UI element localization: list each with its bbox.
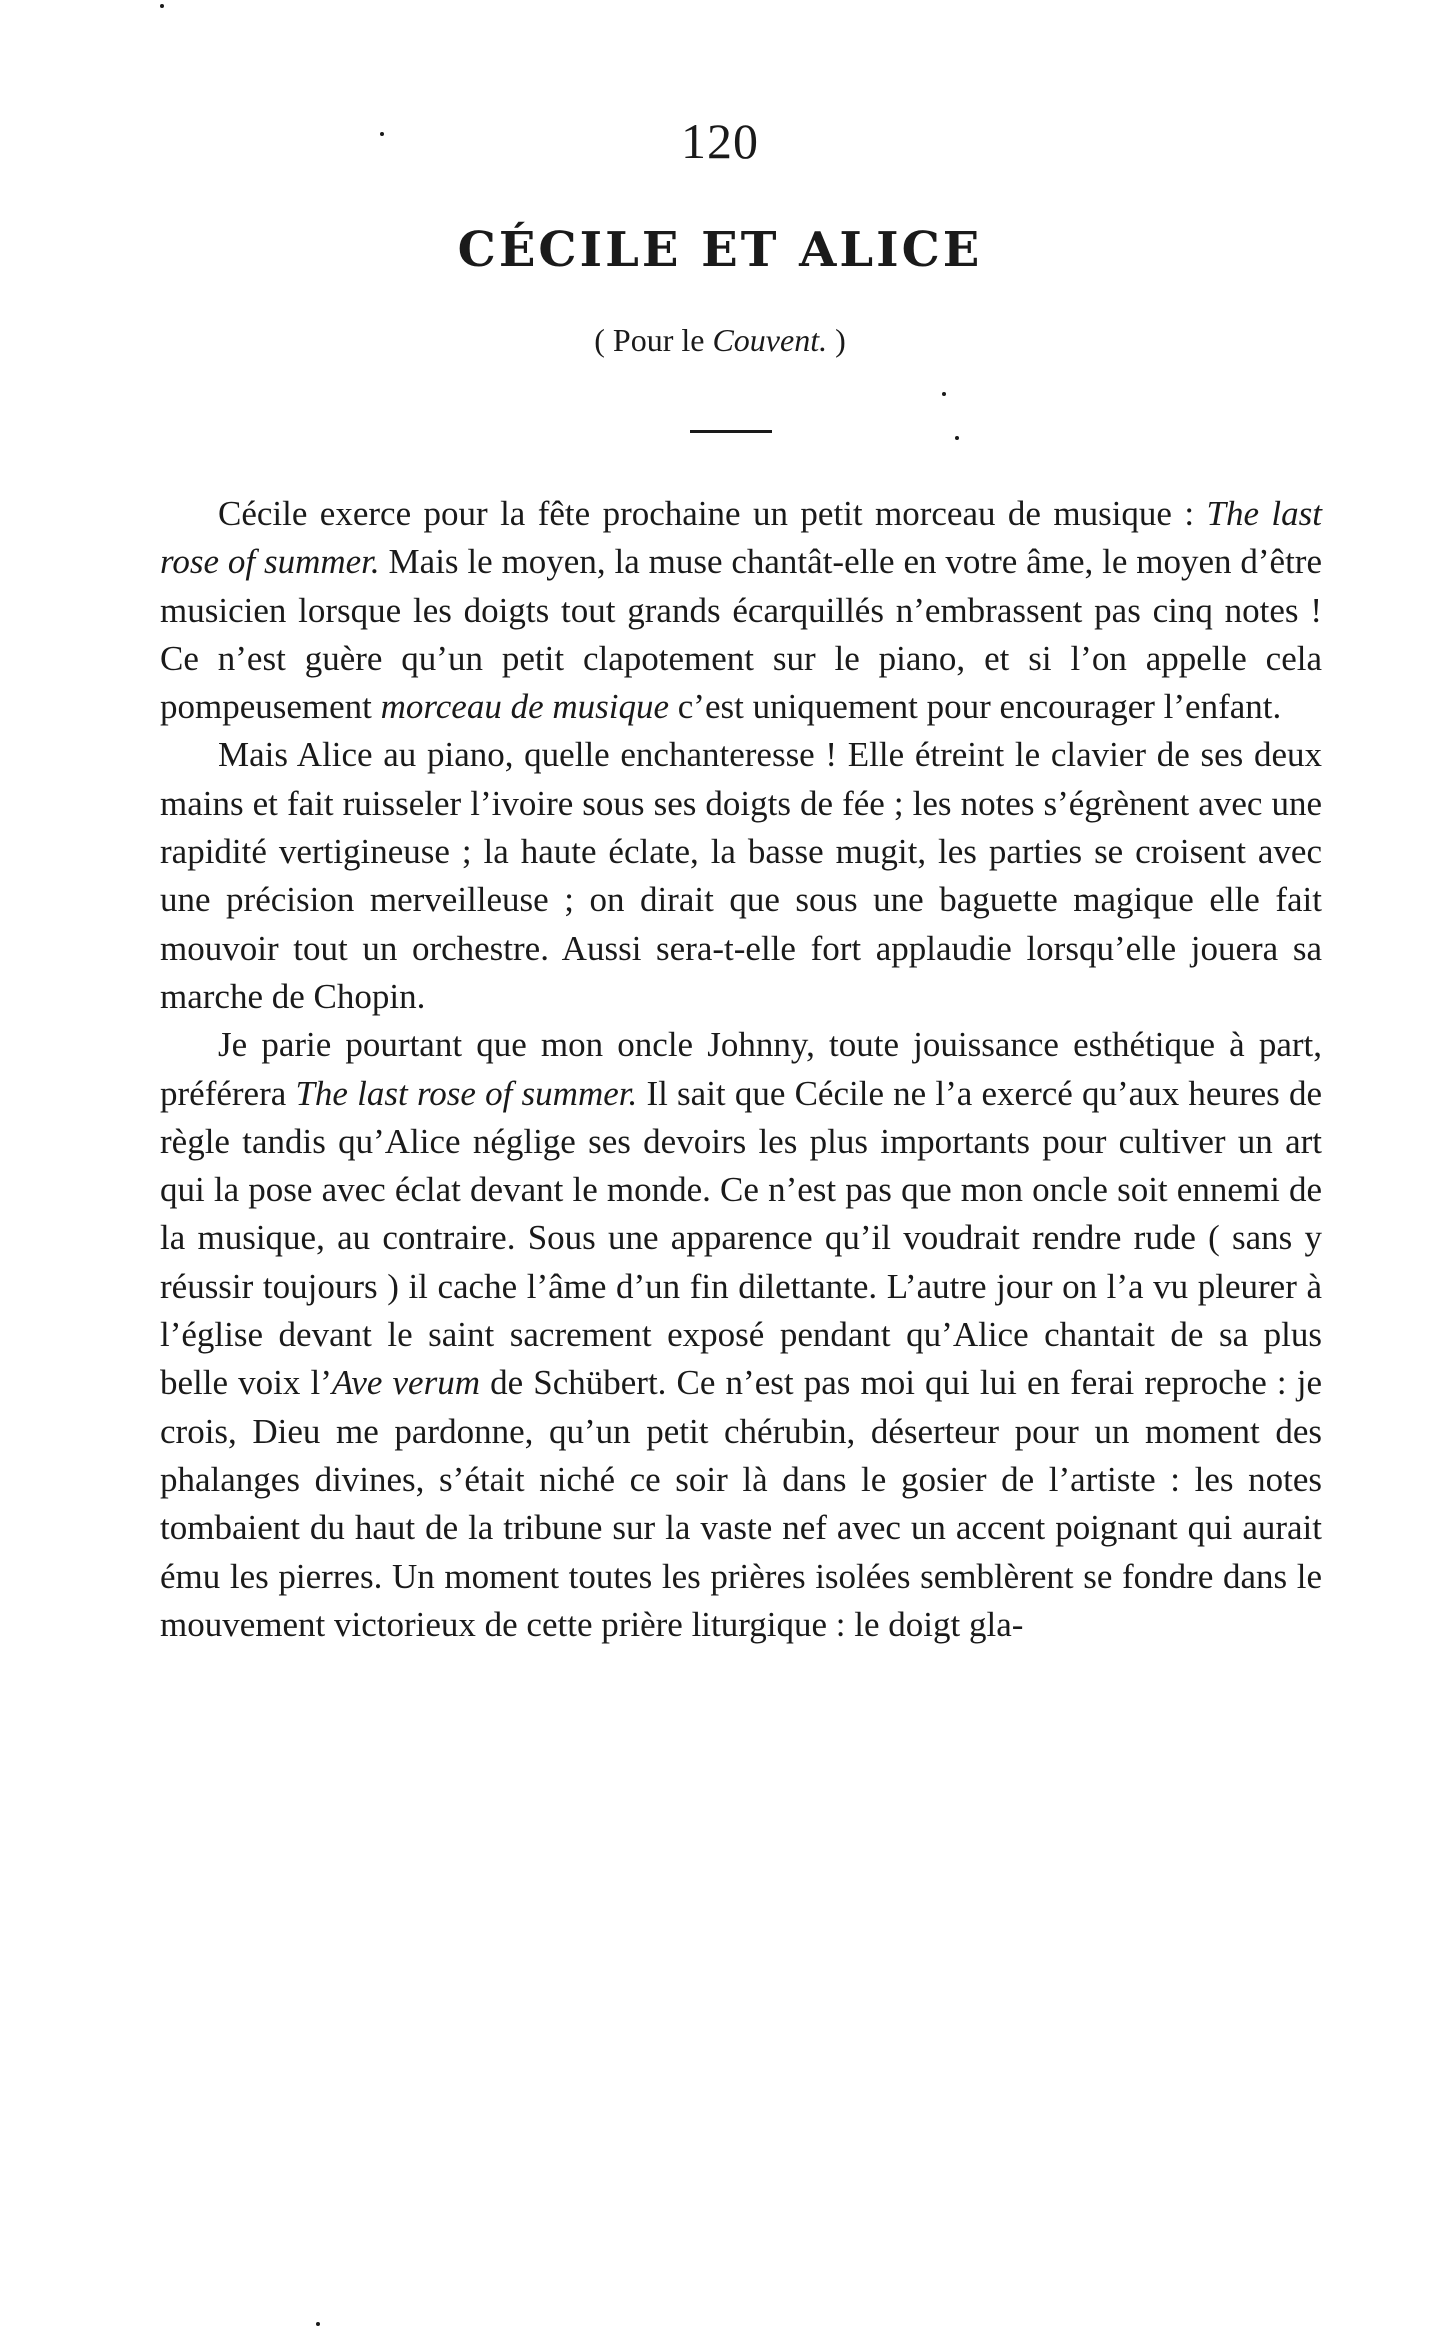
italic-title: The last rose of summer.: [160, 494, 1322, 582]
print-speck: [380, 132, 384, 136]
chapter-subtitle: [0, 322, 1440, 359]
body-text: [160, 490, 1322, 1649]
text-run: Je parie pourtant que mon oncle Johnny, toute jouissance esthétique à part, préférera: [160, 1025, 1322, 1113]
print-speck: [955, 436, 959, 440]
print-speck: [160, 4, 164, 8]
italic-title: The last rose of summer.: [295, 1073, 638, 1113]
text-run: c’est uniquement pour encourager l’enfant.: [669, 687, 1282, 727]
paragraph: [160, 490, 1322, 731]
subtitle-open-paren: (: [594, 322, 605, 358]
italic-title: Ave verum: [331, 1363, 480, 1403]
paragraph: [160, 1021, 1322, 1649]
text-run: de Schübert. Ce n’est pas moi qui lui en ferai reproche : je crois, Dieu me pardonne, qu’un petit chérubin, déserteur pour un moment des phalanges divines, s’était niché ce soir là dans le gosier de l’artiste : les notes tombaient du haut de la tribune sur la vaste nef avec un accent poignant qui aurait ému les pierres. Un moment toutes les prières isolées semblèrent se fondre dans le mouvement victorieux de cette prière liturgique : le doigt gla-: [160, 1363, 1322, 1644]
text-run: Mais le moyen, la muse chantât-elle en votre âme, le moyen d’être musicien lorsque les doigts tout grands écarquillés n’embrassent pas cinq notes ! Ce n’est guère qu’un petit clapotement sur le piano, et si l’on appelle cela pompeusement: [160, 542, 1322, 727]
title-separator-rule: [690, 430, 772, 433]
subtitle-couvent: Couvent.: [712, 322, 828, 358]
subtitle-dedication: Pour le: [612, 322, 705, 358]
text-run: Il sait que Cécile ne l’a exercé qu’aux heures de règle tandis qu’Alice néglige ses devoirs les plus importants pour cultiver un art qui la pose avec éclat devant le monde. Ce n’est pas que mon oncle soit ennemi de la musique, au contraire. Sous une apparence qu’il voudrait rendre rude ( sans y réussir toujours ) il cache l’âme d’un fin dilettante. L’autre jour on l’a vu pleurer à l’église devant le saint sacrement exposé pendant qu’Alice chantait de sa plus belle voix l’: [160, 1073, 1322, 1403]
text-run: Cécile exerce pour la fête prochaine un petit morceau de musique :: [218, 494, 1207, 533]
subtitle-close-paren: ): [835, 322, 846, 358]
chapter-title: CÉCILE ET ALICE: [457, 222, 983, 278]
print-speck: [942, 392, 946, 396]
text-run: Mais Alice au piano, quelle enchanteresse ! Elle étreint le clavier de ses deux mains et fait ruisseler l’ivoire sous ses doigts de fée ; les notes s’égrènent avec une rapidité vertigineuse ; la haute éclate, la basse mugit, les parties se croisent avec une précision merveilleuse ; on dirait que sous une baguette magique elle fait mouvoir tout un orchestre. Aussi sera-t-elle fort applaudie lorsqu’elle jouera sa marche de Chopin.: [160, 735, 1322, 1016]
paragraph: [160, 731, 1322, 1021]
page-number: 120: [681, 113, 759, 169]
print-speck: [316, 2322, 320, 2326]
italic-phrase: morceau de musique: [380, 687, 670, 727]
